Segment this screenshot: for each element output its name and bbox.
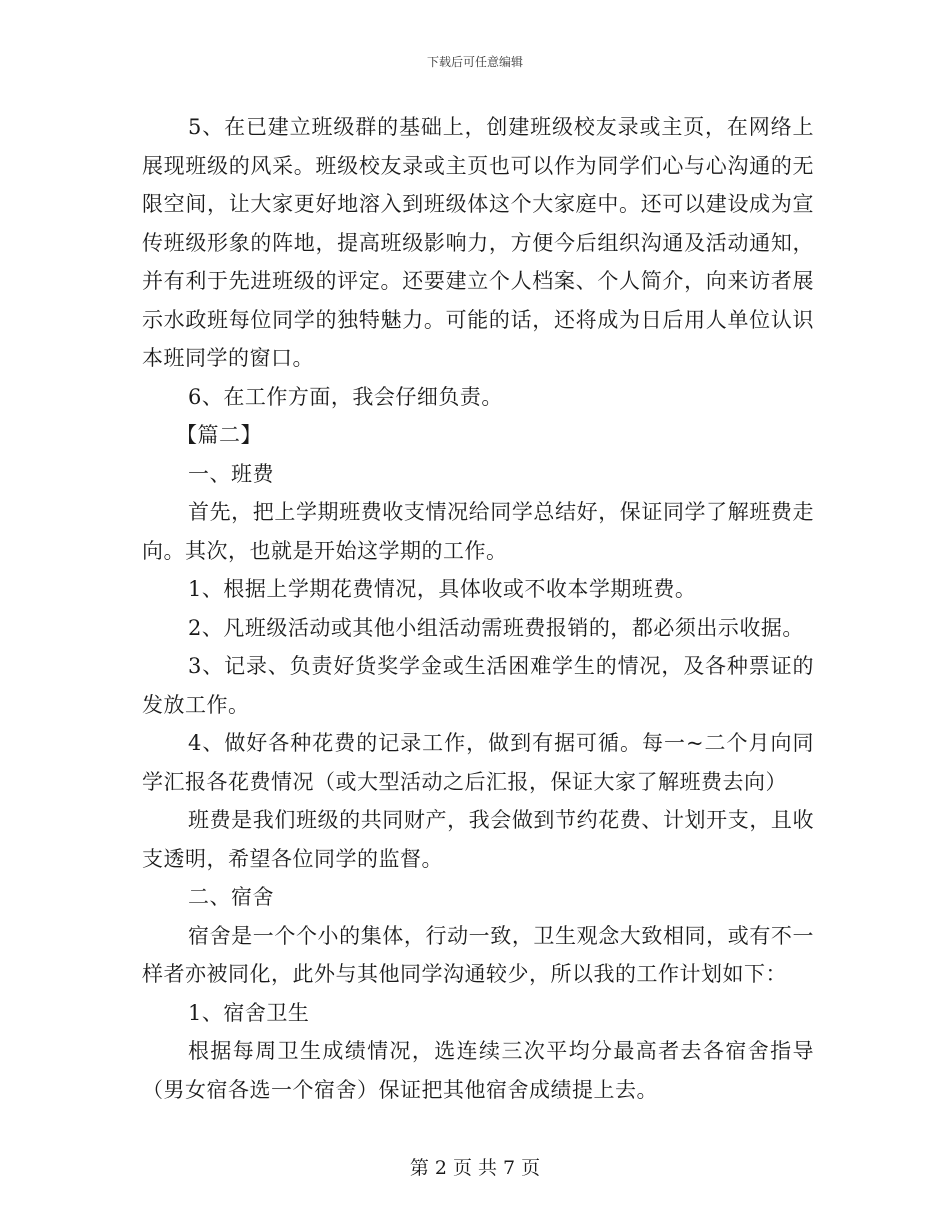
paragraph-fee-item-4: 4、做好各种花费的记录工作，做到有据可循。每一~二个月向同学汇报各花费情况（或大型活动之后汇报，保证大家了解班费去向）	[142, 731, 814, 794]
paragraph-fee-item-2: 2、凡班级活动或其他小组活动需班费报销的，都必须出示收据。	[188, 615, 804, 640]
page-header: 下载后可任意编辑	[426, 55, 523, 69]
section-title-part-two: 【篇二】	[176, 423, 262, 447]
paragraph-fee-summary: 班费是我们班级的共同财产，我会做到节约花费、计划开支，且收支透明，希望各位同学的监督。	[142, 808, 814, 871]
page-number-footer: 第 2 页 共 7 页	[409, 1157, 541, 1179]
paragraph-fee-item-1: 1、根据上学期花费情况，具体收或不收本学期班费。	[188, 577, 697, 601]
paragraph-fee-item-3: 3、记录、负责好货奖学金或生活困难学生的情况，及各种票证的发放工作。	[142, 654, 814, 717]
paragraph-item-6: 6、在工作方面，我会仔细负责。	[188, 384, 503, 409]
paragraph-dormitory-intro: 宿舍是一个个小的集体，行动一致，卫生观念大致相同，或有不一样者亦被同化，此外与其他同学沟通较少，所以我的工作计划如下：	[142, 923, 814, 986]
paragraph-class-fee-intro: 首先，把上学期班费收支情况给同学总结好，保证同学了解班费走向。其次，也就是开始这学期的工作。	[142, 500, 814, 563]
paragraph-dorm-hygiene: 根据每周卫生成绩情况，选连续三次平均分最高者去各宿舍指导（男女宿各选一个宿舍）保证把其他宿舍成绩提上去。	[142, 1039, 814, 1102]
subheading-dorm-hygiene: 1、宿舍卫生	[188, 1000, 310, 1025]
paragraph-item-5: 5、在已建立班级群的基础上，创建班级校友录或主页，在网络上展现班级的风采。班级校友录或主页也可以作为同学们心与心沟通的无限空间，让大家更好地溶入到班级体这个大家庭中。还可以建设成为宣传班级形象的阵地，提高班级影响力，方便今后组织沟通及活动通知，并有利于先进班级的评定。还要建立个人档案、个人简介，向来访者展示水政班每位同学的独特魅力。可能的话，还将成为日后用人单位认识本班同学的窗口。	[142, 115, 814, 370]
document-body	[142, 108, 814, 1109]
heading-class-fee: 一、班费	[188, 461, 274, 486]
heading-dormitory: 二、宿舍	[188, 885, 274, 909]
